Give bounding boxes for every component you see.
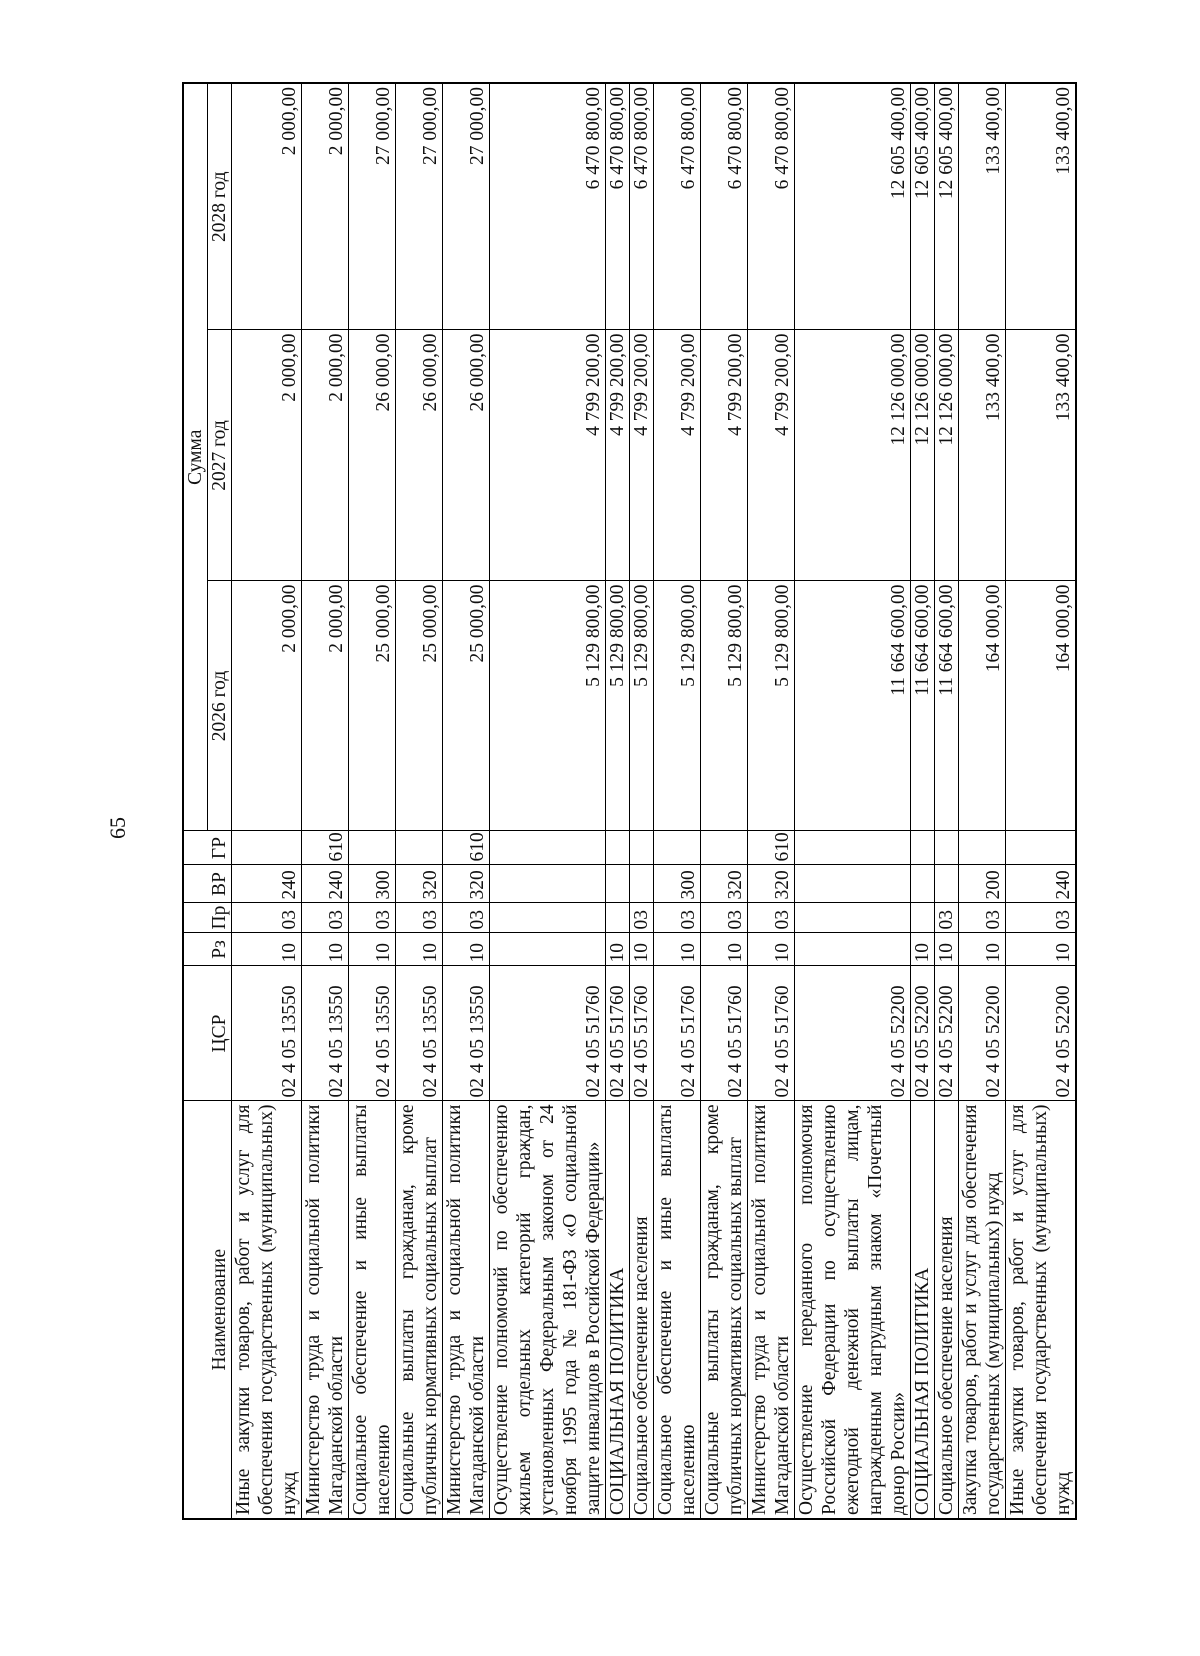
cell-2027: 4 799 200,00 <box>654 330 701 581</box>
cell-csr: 02 4 05 51760 <box>654 966 701 1101</box>
cell-2026: 11 664 600,00 <box>935 581 959 831</box>
cell-2027: 2 000,00 <box>232 330 302 581</box>
cell-name: Социальные выплаты гражданам, кроме публичных нормативных социальных выплат <box>701 1101 748 1519</box>
cell-2026: 2 000,00 <box>232 581 302 831</box>
cell-gr <box>349 831 396 865</box>
cell-vr: 320 <box>701 865 748 903</box>
cell-name: Осуществление переданного полномочия Российской Федерации по осуществлению ежегодной денежной выплаты лицам, награжденным нагрудным знаком «Почетный донор России» <box>795 1101 911 1519</box>
cell-gr <box>701 831 748 865</box>
cell-2026: 5 129 800,00 <box>701 581 748 831</box>
cell-pr: 03 <box>935 903 959 933</box>
cell-csr: 02 4 05 13550 <box>443 966 490 1101</box>
cell-2026: 5 129 800,00 <box>654 581 701 831</box>
cell-2028: 133 400,00 <box>1006 83 1077 330</box>
header-csr: ЦСР <box>183 966 232 1101</box>
cell-2028: 12 605 400,00 <box>795 83 911 330</box>
cell-2026: 164 000,00 <box>959 581 1006 831</box>
cell-2028: 12 605 400,00 <box>911 83 935 330</box>
cell-2027: 12 126 000,00 <box>911 330 935 581</box>
cell-pr: 03 <box>630 903 654 933</box>
cell-rz <box>795 933 911 966</box>
cell-2026: 5 129 800,00 <box>606 581 630 831</box>
cell-rz: 10 <box>701 933 748 966</box>
table-row <box>701 83 748 1519</box>
cell-pr: 03 <box>654 903 701 933</box>
cell-2027: 4 799 200,00 <box>701 330 748 581</box>
table-row <box>654 83 701 1519</box>
cell-name: Социальное обеспечение и иные выплаты населению <box>654 1101 701 1519</box>
cell-vr: 240 <box>1006 865 1077 903</box>
cell-2027: 4 799 200,00 <box>748 330 795 581</box>
table-row <box>935 83 959 1519</box>
cell-rz: 10 <box>443 933 490 966</box>
cell-rz: 10 <box>232 933 302 966</box>
cell-gr <box>1006 831 1077 865</box>
cell-pr <box>911 903 935 933</box>
cell-csr: 02 4 05 52200 <box>911 966 935 1101</box>
cell-2027: 2 000,00 <box>302 330 349 581</box>
page-number: 65 <box>105 817 130 839</box>
cell-gr <box>654 831 701 865</box>
cell-pr: 03 <box>349 903 396 933</box>
cell-csr: 02 4 05 51760 <box>630 966 654 1101</box>
cell-pr <box>490 903 606 933</box>
cell-name: Министерство труда и социальной политики Магаданской области <box>443 1101 490 1519</box>
cell-2026: 25 000,00 <box>349 581 396 831</box>
table-row <box>630 83 654 1519</box>
cell-2028: 6 470 800,00 <box>606 83 630 330</box>
cell-vr <box>490 865 606 903</box>
table-row <box>443 83 490 1519</box>
cell-gr <box>630 831 654 865</box>
cell-2027: 4 799 200,00 <box>490 330 606 581</box>
cell-csr: 02 4 05 13550 <box>396 966 443 1101</box>
cell-2028: 6 470 800,00 <box>630 83 654 330</box>
cell-pr: 03 <box>959 903 1006 933</box>
cell-csr: 02 4 05 13550 <box>349 966 396 1101</box>
cell-gr <box>795 831 911 865</box>
cell-rz: 10 <box>302 933 349 966</box>
table-header <box>183 83 232 1519</box>
cell-rz: 10 <box>654 933 701 966</box>
cell-vr: 300 <box>654 865 701 903</box>
cell-gr <box>959 831 1006 865</box>
cell-2028: 27 000,00 <box>443 83 490 330</box>
cell-gr <box>606 831 630 865</box>
table-row <box>606 83 630 1519</box>
cell-pr <box>795 903 911 933</box>
cell-rz: 10 <box>630 933 654 966</box>
cell-rz <box>490 933 606 966</box>
cell-vr <box>606 865 630 903</box>
cell-gr <box>396 831 443 865</box>
cell-2027: 26 000,00 <box>349 330 396 581</box>
cell-pr: 03 <box>396 903 443 933</box>
cell-2026: 5 129 800,00 <box>630 581 654 831</box>
header-pr: Пр <box>183 903 232 933</box>
cell-2026: 25 000,00 <box>443 581 490 831</box>
table-row <box>302 83 349 1519</box>
cell-pr: 03 <box>1006 903 1077 933</box>
cell-rz: 10 <box>911 933 935 966</box>
cell-2026: 25 000,00 <box>396 581 443 831</box>
cell-vr: 240 <box>232 865 302 903</box>
cell-2026: 164 000,00 <box>1006 581 1077 831</box>
cell-vr <box>911 865 935 903</box>
cell-2027: 133 400,00 <box>959 330 1006 581</box>
cell-2028: 6 470 800,00 <box>490 83 606 330</box>
table-body <box>232 83 1077 1519</box>
header-rz: Рз <box>183 933 232 966</box>
table-row <box>232 83 302 1519</box>
header-gr: ГР <box>183 831 232 865</box>
cell-vr <box>630 865 654 903</box>
cell-name: Социальные выплаты гражданам, кроме публичных нормативных социальных выплат <box>396 1101 443 1519</box>
table-row <box>911 83 935 1519</box>
header-year-2028: 2028 год <box>208 83 232 330</box>
cell-pr <box>606 903 630 933</box>
cell-csr: 02 4 05 51760 <box>490 966 606 1101</box>
cell-2026: 11 664 600,00 <box>795 581 911 831</box>
cell-2028: 6 470 800,00 <box>748 83 795 330</box>
cell-name: Социальное обеспечение населения <box>935 1101 959 1519</box>
cell-csr: 02 4 05 52200 <box>959 966 1006 1101</box>
cell-gr <box>935 831 959 865</box>
cell-gr <box>232 831 302 865</box>
cell-2028: 27 000,00 <box>349 83 396 330</box>
cell-2028: 6 470 800,00 <box>701 83 748 330</box>
cell-2028: 6 470 800,00 <box>654 83 701 330</box>
cell-pr: 03 <box>232 903 302 933</box>
cell-vr <box>795 865 911 903</box>
cell-name: Министерство труда и социальной политики Магаданской области <box>302 1101 349 1519</box>
cell-vr: 200 <box>959 865 1006 903</box>
header-name: Наименование <box>183 1101 232 1519</box>
header-year-2026: 2026 год <box>208 581 232 831</box>
rotated-page-content <box>182 84 1077 1520</box>
cell-rz: 10 <box>606 933 630 966</box>
cell-gr: 610 <box>302 831 349 865</box>
cell-csr: 02 4 05 51760 <box>748 966 795 1101</box>
cell-rz: 10 <box>748 933 795 966</box>
cell-gr: 610 <box>748 831 795 865</box>
cell-vr: 240 <box>302 865 349 903</box>
cell-name: Иные закупки товаров, работ и услуг для обеспечения государственных (муниципальных) нужд <box>1006 1101 1077 1519</box>
cell-2027: 4 799 200,00 <box>630 330 654 581</box>
cell-vr: 300 <box>349 865 396 903</box>
cell-csr: 02 4 05 13550 <box>302 966 349 1101</box>
cell-name: СОЦИАЛЬНАЯ ПОЛИТИКА <box>606 1101 630 1519</box>
cell-2027: 12 126 000,00 <box>795 330 911 581</box>
cell-csr: 02 4 05 52200 <box>795 966 911 1101</box>
cell-pr: 03 <box>748 903 795 933</box>
table-row <box>490 83 606 1519</box>
cell-csr: 02 4 05 51760 <box>701 966 748 1101</box>
cell-vr: 320 <box>443 865 490 903</box>
table-row <box>349 83 396 1519</box>
budget-table <box>182 82 1077 1520</box>
cell-2026: 2 000,00 <box>302 581 349 831</box>
cell-2028: 12 605 400,00 <box>935 83 959 330</box>
cell-2028: 27 000,00 <box>396 83 443 330</box>
cell-name: Иные закупки товаров, работ и услуг для обеспечения государственных (муниципальных) нужд <box>232 1101 302 1519</box>
cell-2028: 2 000,00 <box>302 83 349 330</box>
cell-name: СОЦИАЛЬНАЯ ПОЛИТИКА <box>911 1101 935 1519</box>
cell-name: Министерство труда и социальной политики Магаданской области <box>748 1101 795 1519</box>
cell-2028: 133 400,00 <box>959 83 1006 330</box>
cell-name: Социальное обеспечение и иные выплаты населению <box>349 1101 396 1519</box>
cell-vr <box>935 865 959 903</box>
cell-rz: 10 <box>935 933 959 966</box>
table-row <box>1006 83 1077 1519</box>
cell-2026: 11 664 600,00 <box>911 581 935 831</box>
cell-rz: 10 <box>396 933 443 966</box>
cell-2027: 4 799 200,00 <box>606 330 630 581</box>
cell-csr: 02 4 05 52200 <box>1006 966 1077 1101</box>
cell-csr: 02 4 05 52200 <box>935 966 959 1101</box>
header-sum: Сумма <box>183 83 208 831</box>
cell-rz: 10 <box>349 933 396 966</box>
cell-2027: 133 400,00 <box>1006 330 1077 581</box>
cell-2026: 5 129 800,00 <box>748 581 795 831</box>
cell-2027: 26 000,00 <box>396 330 443 581</box>
cell-2027: 26 000,00 <box>443 330 490 581</box>
cell-name: Осуществление полномочий по обеспечению жильем отдельных категорий граждан, установленных Федеральным законом от 24 ноября 1995 года № 181-ФЗ «О социальной защите инвалидов в Российской Федерации» <box>490 1101 606 1519</box>
cell-2026: 5 129 800,00 <box>490 581 606 831</box>
cell-gr: 610 <box>443 831 490 865</box>
table-row <box>959 83 1006 1519</box>
cell-name: Социальное обеспечение населения <box>630 1101 654 1519</box>
cell-rz: 10 <box>959 933 1006 966</box>
cell-pr: 03 <box>443 903 490 933</box>
header-vr: ВР <box>183 865 232 903</box>
table-row <box>748 83 795 1519</box>
cell-gr <box>911 831 935 865</box>
cell-gr <box>490 831 606 865</box>
cell-vr: 320 <box>396 865 443 903</box>
cell-csr: 02 4 05 51760 <box>606 966 630 1101</box>
cell-rz: 10 <box>1006 933 1077 966</box>
cell-pr: 03 <box>302 903 349 933</box>
cell-pr: 03 <box>701 903 748 933</box>
table-row <box>396 83 443 1519</box>
cell-name: Закупка товаров, работ и услуг для обеспечения государственных (муниципальных) нужд <box>959 1101 1006 1519</box>
header-year-2027: 2027 год <box>208 330 232 581</box>
cell-vr: 320 <box>748 865 795 903</box>
cell-csr: 02 4 05 13550 <box>232 966 302 1101</box>
cell-2028: 2 000,00 <box>232 83 302 330</box>
cell-2027: 12 126 000,00 <box>935 330 959 581</box>
table-row <box>795 83 911 1519</box>
